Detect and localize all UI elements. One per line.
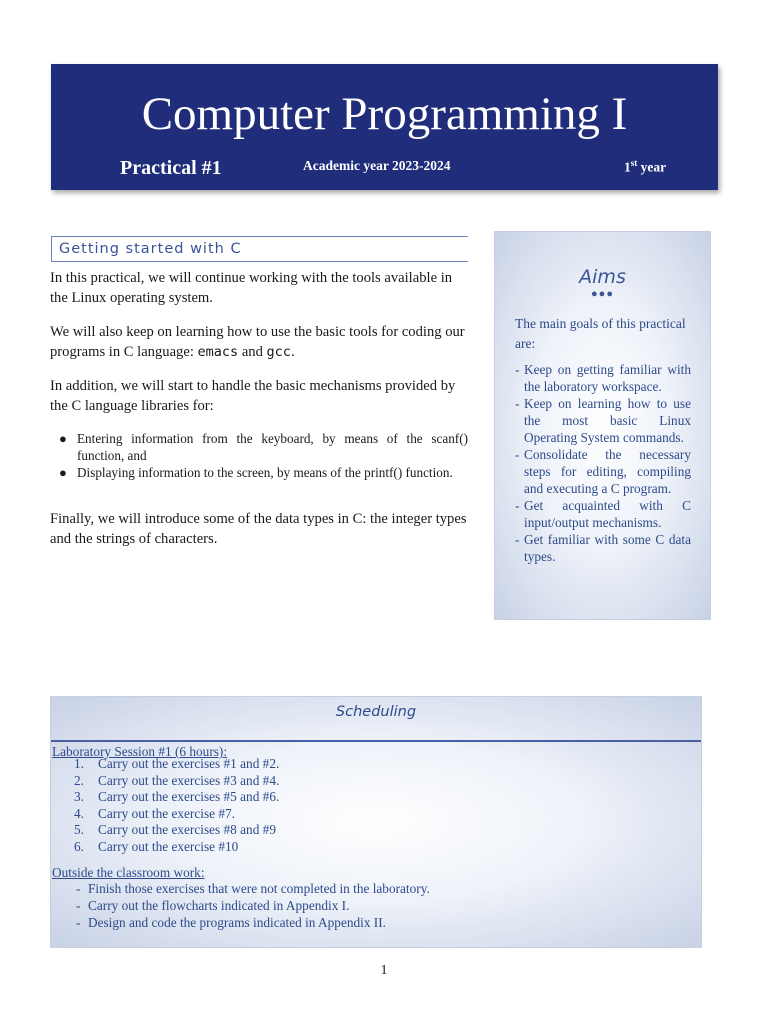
aims-box [494,231,711,620]
document-title: Computer Programming I [141,88,628,140]
list-item-text: Displaying information to the screen, by means of the printf() function. [77,465,453,480]
list-item-text: Carry out the exercises #5 and #6. [98,789,280,804]
outside-work-list [52,880,430,931]
list-item [52,773,279,790]
aims-title: Aims [579,266,626,288]
dash-icon: - [76,898,81,913]
scheduling-box [50,696,702,948]
list-item-text: Get familiar with some C data types. [524,532,691,564]
list-item-text: Finish those exercises that were not completed in the laboratory. [88,881,430,896]
bullet-list [50,430,468,481]
dash-icon: - [76,881,81,896]
list-item [515,395,691,446]
list-item-text: Consolidate the necessary steps for editing, compiling and executing a C program. [524,447,691,496]
paragraph-libraries: In addition, we will start to handle the basic mechanisms provided by the C language libraries for: [50,378,456,414]
paragraph-data-types: Finally, we will introduce some of the data types in C: the integer types and the strings of characters. [50,511,467,547]
academic-year: Academic year 2023-2024 [303,158,451,173]
course-year-number: 1 [624,159,631,175]
list-item-text: Entering information from the keyboard, by means of the scanf() function, and [77,431,468,463]
list-item-text: Carry out the exercise #7. [98,805,235,821]
list-item-text: Keep on getting familiar with the laboratory workspace. [524,362,691,394]
dash-icon: - [515,362,520,377]
list-item-text: Carry out the exercises #1 and #2. [98,756,280,771]
bullet-icon: ● [59,465,67,480]
dash-icon: - [76,915,81,930]
course-year-word: year [637,159,667,175]
list-number: 5. [74,822,84,837]
paragraph-tools-end: . [290,344,295,360]
list-item [515,361,691,395]
list-item [515,446,691,497]
paragraph-tools [50,322,468,362]
list-item-text: Get acquainted with C input/output mechanisms. [524,498,691,530]
list-number: 3. [74,789,84,804]
list-item [52,897,430,914]
paragraph-tools-and: and [238,344,267,360]
paragraph-tools-text: We will also keep on learning how to use the basic tools for coding our programs in C language: [50,324,465,360]
paragraph-intro: In this practical, we will continue working with the tools available in the Linux operating system. [50,270,453,306]
list-item-text: Carry out the exercise #10 [98,838,239,854]
list-item [52,839,279,856]
code-gcc: gcc [266,344,291,360]
list-item [52,789,279,806]
list-item-text: Carry out the flowcharts indicated in Appendix I. [88,898,350,913]
dash-icon: - [515,447,520,462]
divider [51,740,701,742]
header-banner [51,64,718,190]
list-item [52,914,430,931]
lab-session-heading: Laboratory Session #1 (6 hours): [52,744,228,759]
dash-icon: - [515,498,520,513]
list-number: 1. [74,756,84,771]
course-year-ordinal: st [630,158,638,168]
list-number: 4. [74,805,84,821]
list-item [515,531,691,565]
practical-number: Practical #1 [120,157,222,179]
list-item [52,806,279,823]
page-number: 1 [380,963,388,978]
list-item [52,880,430,897]
list-item [50,464,468,481]
list-item-text: Design and code the programs indicated in Appendix II. [88,915,386,930]
list-item [50,430,468,464]
outside-work-heading: Outside the classroom work: [52,865,205,880]
list-item-text: Carry out the exercises #8 and #9 [98,822,276,837]
ellipsis-dots-icon: ●●● [591,288,614,300]
list-item [52,822,279,839]
dash-icon: - [515,532,520,547]
list-item-text: Keep on learning how to use the most basic Linux Operating System commands. [524,396,691,445]
list-item [52,756,279,773]
list-number: 2. [74,772,84,788]
bullet-icon: ● [59,431,67,446]
course-year [624,158,666,176]
code-emacs: emacs [197,344,239,360]
list-number: 6. [74,838,84,854]
list-item-text: Carry out the exercises #3 and #4. [98,772,280,788]
scheduling-title: Scheduling [335,704,417,720]
aims-list [515,361,691,565]
aims-intro: The main goals of this practical are: [515,316,686,351]
list-item [515,497,691,531]
lab-session-list [52,756,279,855]
section-heading: Getting started with C [51,236,468,262]
dash-icon: - [515,396,520,411]
